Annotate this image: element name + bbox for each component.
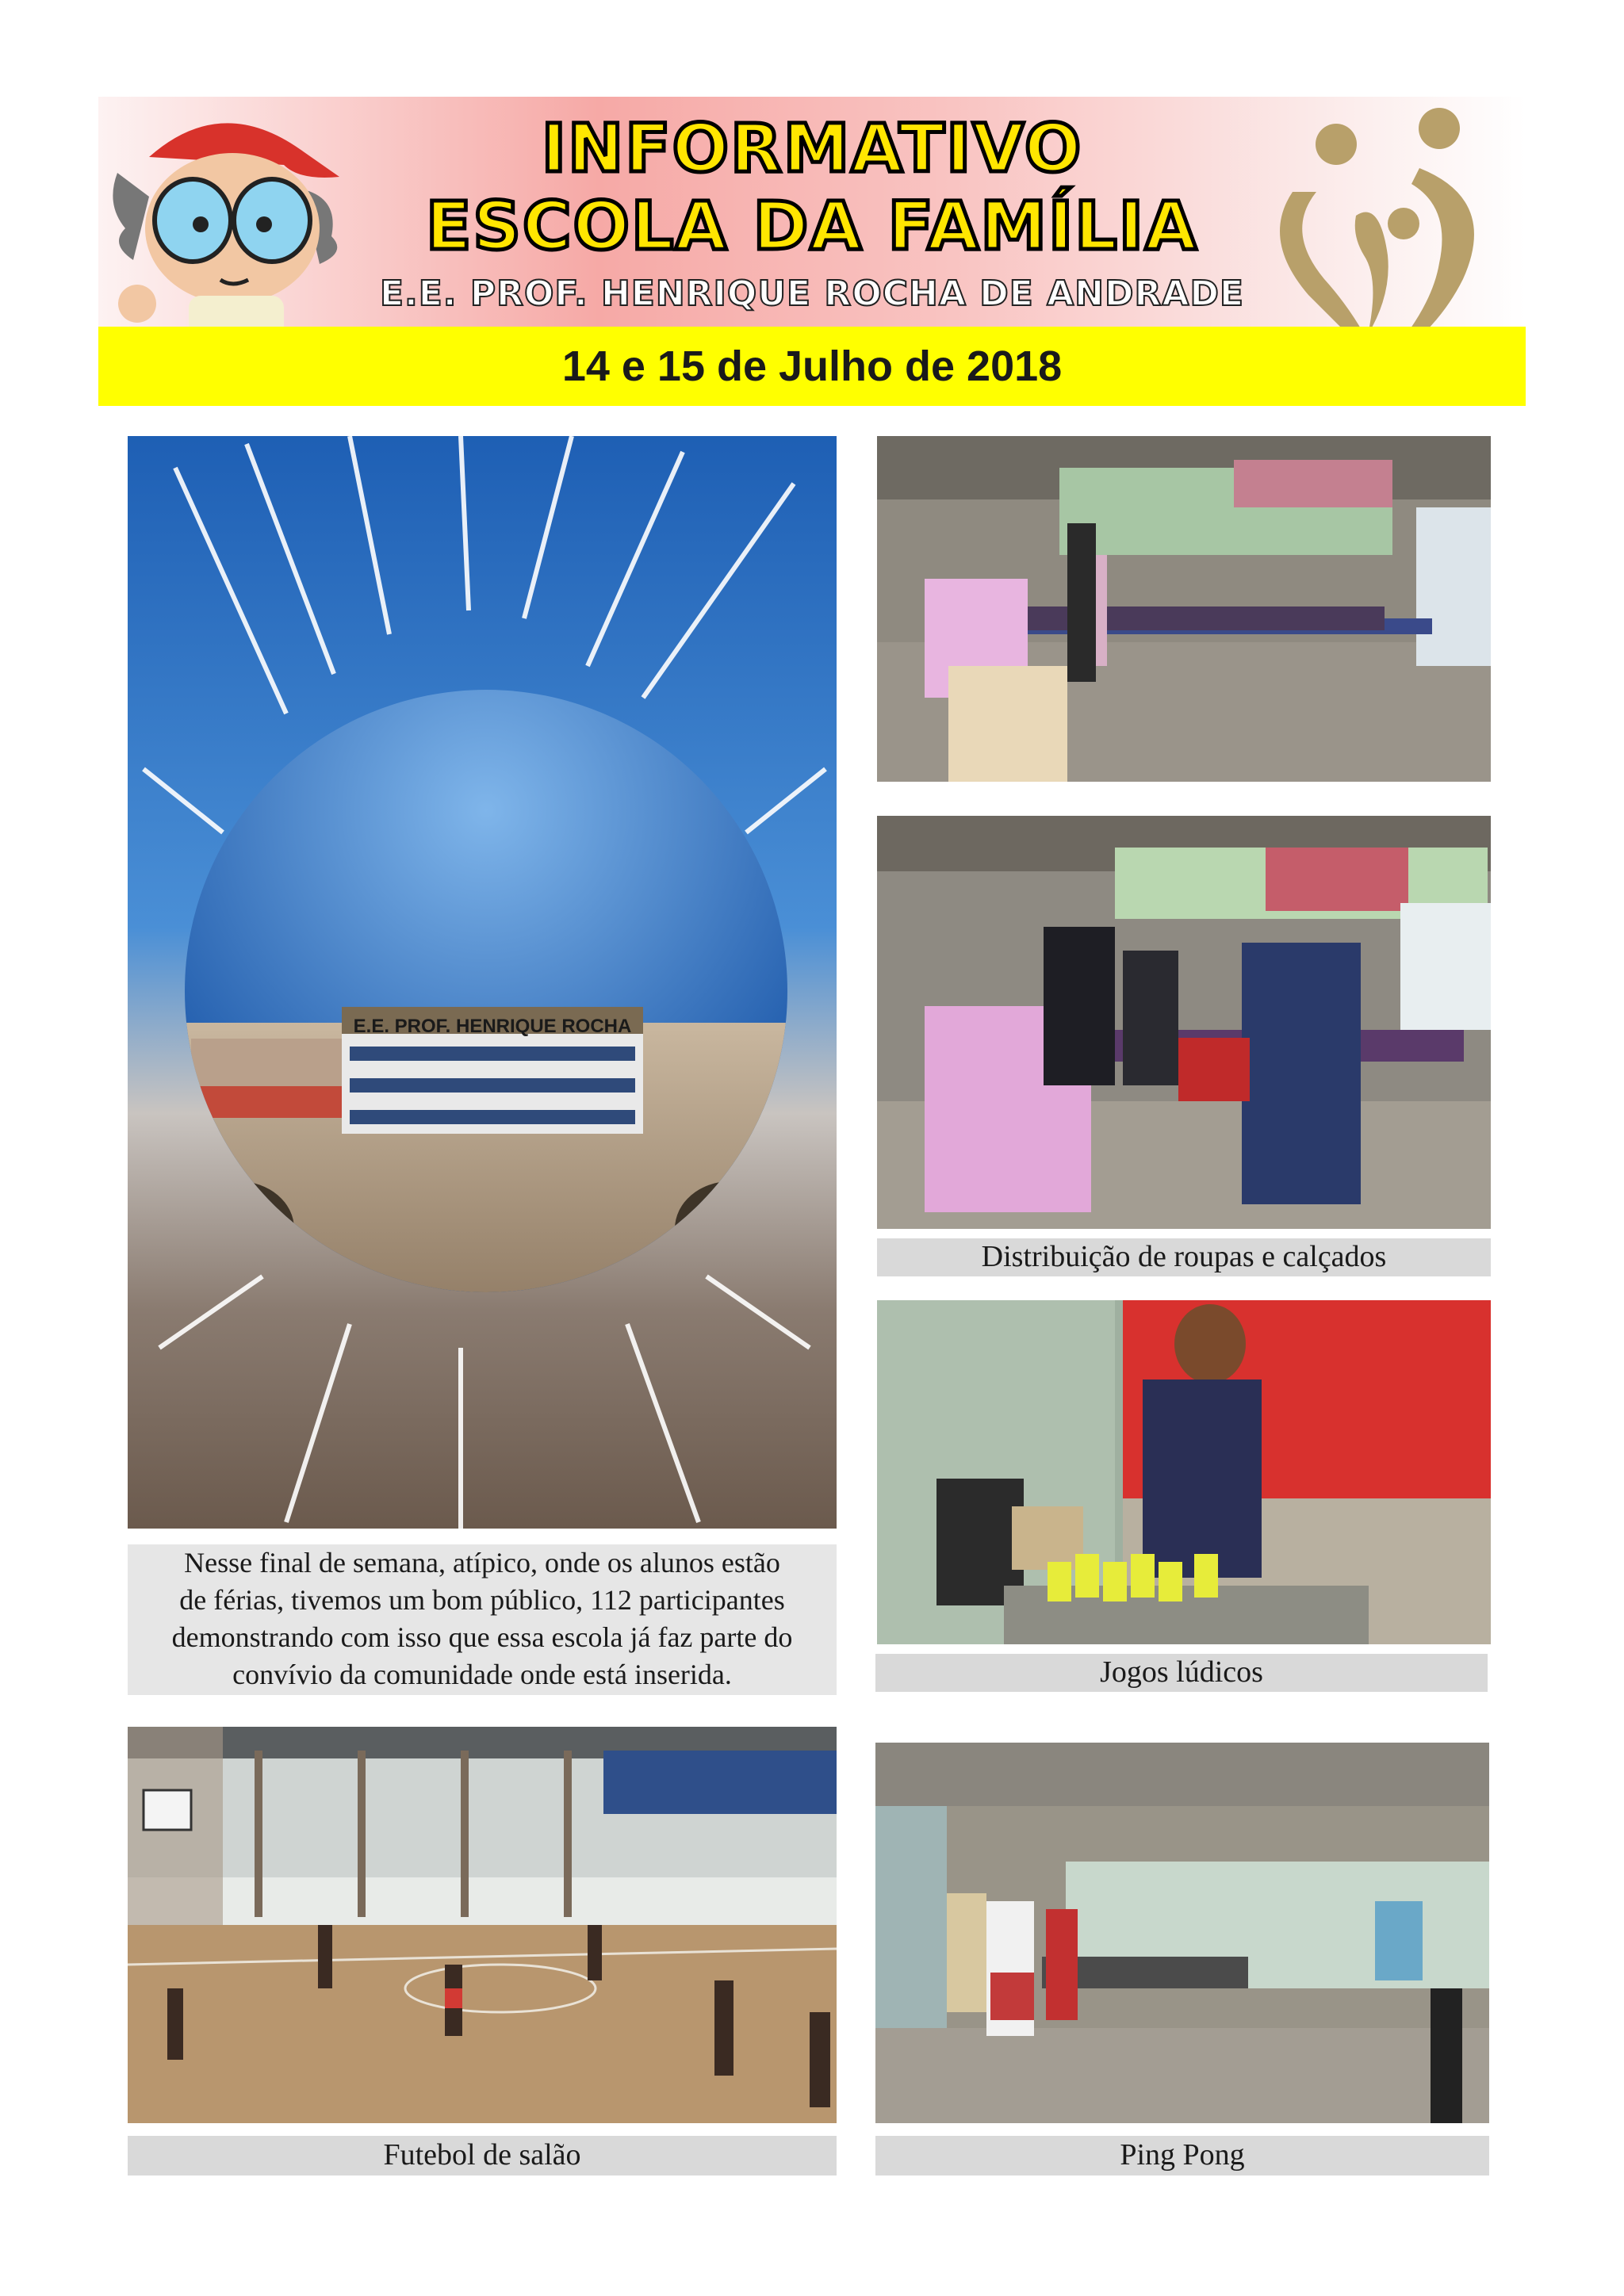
photo-cup-games xyxy=(877,1300,1491,1644)
caption-games: Jogos lúdicos xyxy=(875,1654,1488,1692)
photo-clothes-table-2 xyxy=(877,816,1491,1229)
intro-line-4: convívio da comunidade onde está inserida. xyxy=(232,1659,732,1690)
intro-paragraph xyxy=(128,1544,837,1695)
intro-line-3: demonstrando com isso que essa escola já faz parte do xyxy=(171,1621,793,1653)
caption-clothes: Distribuição de roupas e calçados xyxy=(877,1238,1491,1276)
school-name: E.E. PROF. HENRIQUE ROCHA DE ANDRADE xyxy=(379,274,1245,314)
photo-ping-pong xyxy=(875,1743,1489,2123)
photo-clothes-table-1 xyxy=(877,436,1491,782)
header-title-line1: INFORMATIVO xyxy=(541,109,1083,187)
caption-pingpong: Ping Pong xyxy=(875,2136,1489,2175)
photo-futsal-court xyxy=(128,1727,837,2123)
caption-futsal: Futebol de salão xyxy=(128,2136,837,2175)
main-photo-school-sphere xyxy=(128,436,837,1529)
date-text: 14 e 15 de Julho de 2018 xyxy=(561,342,1063,390)
school-sign-text: E.E. PROF. HENRIQUE ROCHA xyxy=(353,1016,632,1037)
intro-line-1: Nesse final de semana, atípico, onde os alunos estão xyxy=(184,1547,780,1578)
header-title-line2: ESCOLA DA FAMÍLIA xyxy=(425,187,1199,265)
intro-line-2: de férias, tivemos um bom público, 112 participantes xyxy=(179,1584,785,1616)
